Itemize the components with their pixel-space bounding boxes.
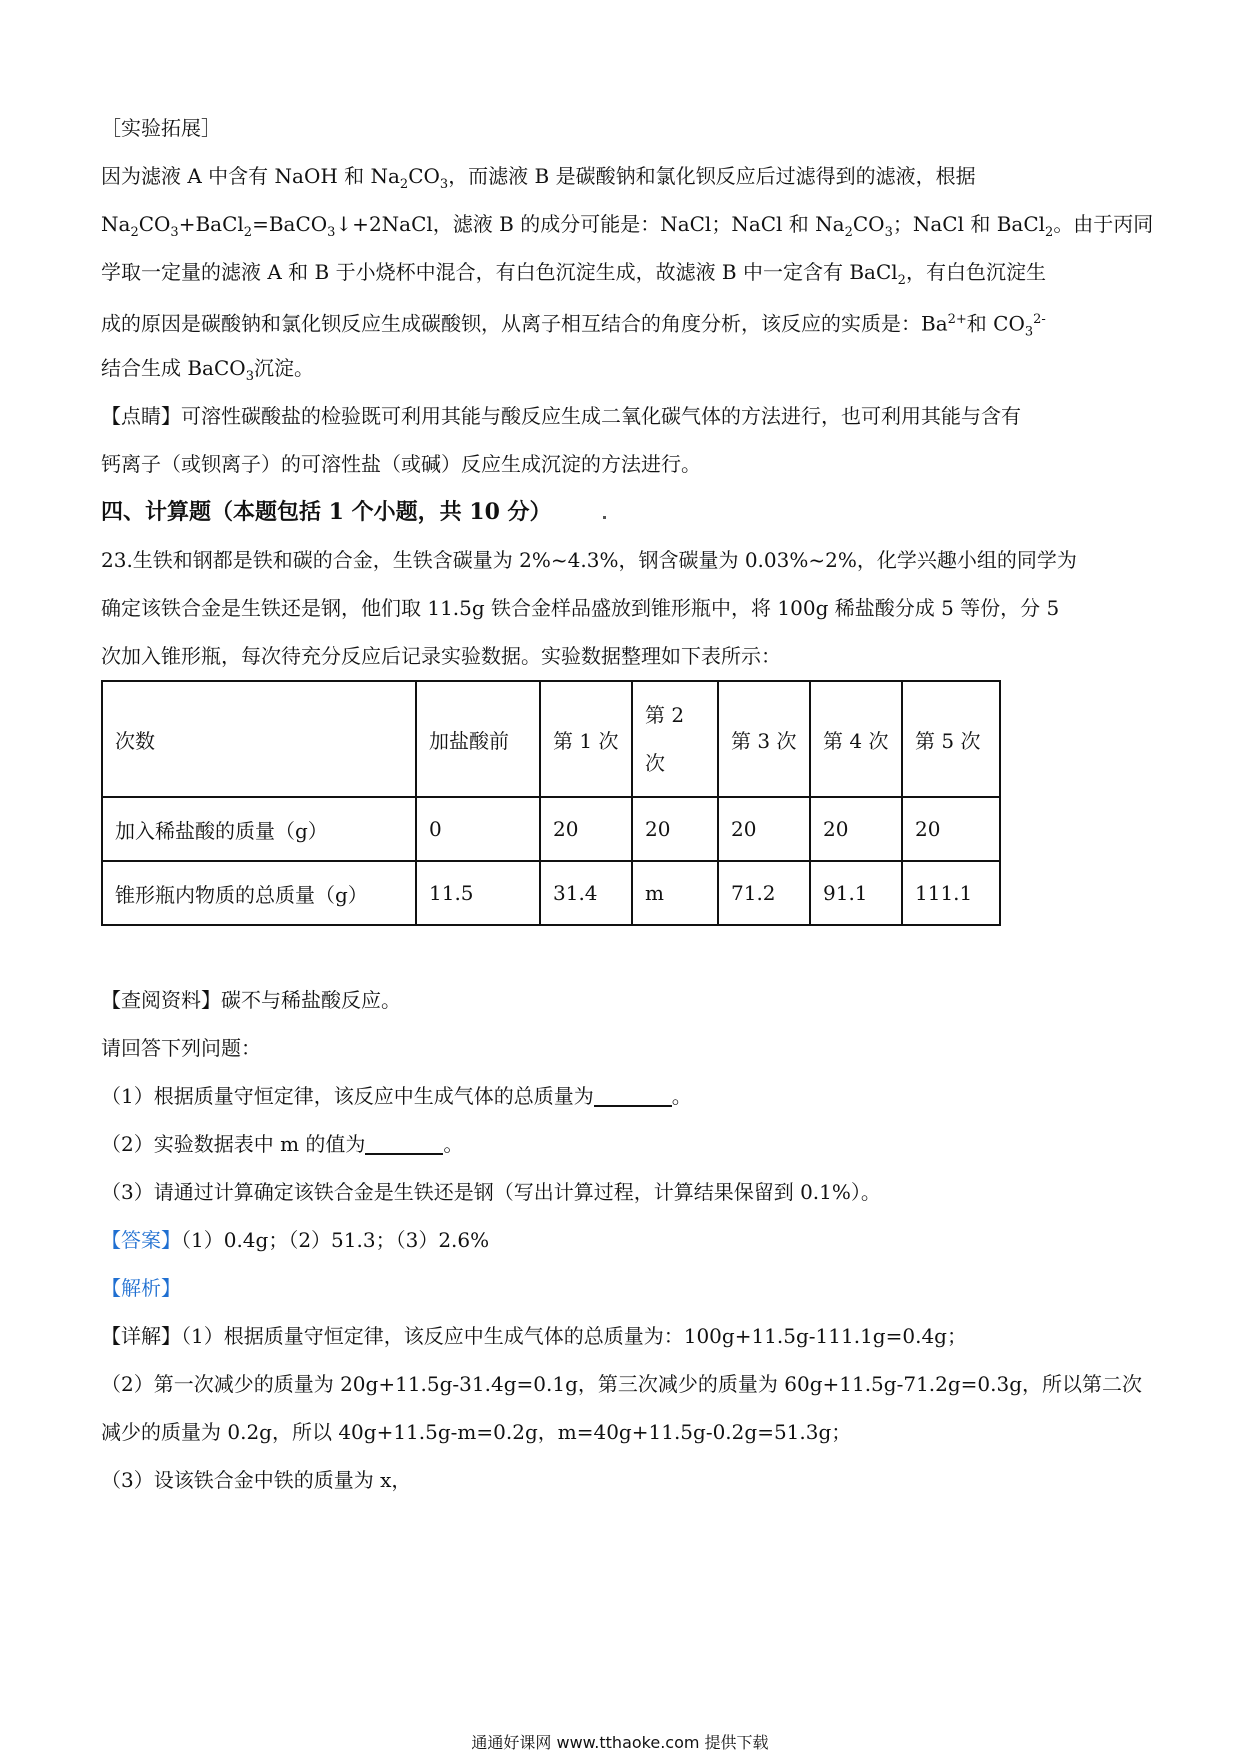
table-cell: 111.1	[902, 861, 1000, 925]
detail-line: （2）第一次减少的质量为 20g+11.5g-31.4g=0.1g，第三次减少的质量为 60g+11.5g-71.2g=0.3g，所以第二次	[101, 1372, 1143, 1396]
ask-line: 请回答下列问题：	[101, 1036, 261, 1060]
table-cell: 20	[632, 797, 718, 861]
para-line: 成的原因是碳酸钠和氯化钡反应生成碳酸钡，从离子相互结合的角度分析，该反应的实质是：$Ba^{2+}$和 $CO_3^{2-}$	[101, 311, 1046, 340]
document-body	[101, 104, 1154, 680]
detail-line: 减少的质量为 0.2g，所以 40g+11.5g-m=0.2g，m=40g+11.5g-0.2g=51.3g；	[101, 1420, 852, 1444]
detail-line: 【详解】（1）根据质量守恒定律，该反应中生成气体的总质量为：100g+11.5g-111.1g=0.4g；	[101, 1324, 967, 1348]
question-3: （3）请通过计算确定该铁合金是生铁还是钢（写出计算过程，计算结果保留到 0.1%）。	[101, 1180, 881, 1204]
question-line: 23.生铁和钢都是铁和碳的合金，生铁含碳量为 2%~4.3%，钢含碳量为 0.03%~2%，化学兴趣小组的同学为	[101, 548, 1077, 572]
table-cell: 加盐酸前	[416, 681, 540, 797]
table-cell: 20	[902, 797, 1000, 861]
table-cell: 0	[416, 797, 540, 861]
para-line: 结合生成 BaCO$_3$沉淀。	[101, 356, 314, 384]
answer-blank	[365, 1123, 443, 1155]
question-1: （1）根据质量守恒定律，该反应中生成气体的总质量为 。	[101, 1072, 1141, 1120]
table-cell: 31.4	[540, 861, 632, 925]
para-line: 学取一定量的滤液 A 和 B 于小烧杯中混合，有白色沉淀生成，故滤液 B 中一定含有 BaCl$_2$，有白色沉淀生	[101, 260, 1046, 288]
table-cell: 第 3 次	[718, 681, 810, 797]
table-cell: 锥形瓶内物质的总质量（g）	[102, 861, 416, 925]
table-header-row	[102, 681, 1000, 797]
table-cell: 20	[810, 797, 902, 861]
decorative-dot	[603, 516, 606, 519]
detail-line: （3）设该铁合金中铁的质量为 x，	[101, 1468, 412, 1492]
lower-section	[101, 976, 1141, 1504]
tip-line: 钙离子（或钡离子）的可溶性盐（或碱）反应生成沉淀的方法进行。	[101, 452, 701, 476]
table-cell: 次数	[102, 681, 416, 797]
table-cell: 20	[718, 797, 810, 861]
table-cell: 第 4 次	[810, 681, 902, 797]
table-cell: 71.2	[718, 861, 810, 925]
question-line: 确定该铁合金是生铁还是钢，他们取 11.5g 铁合金样品盛放到锥形瓶中，将 100g 稀盐酸分成 5 等份，分 5	[101, 596, 1060, 620]
table-cell: 91.1	[810, 861, 902, 925]
info-line: 【查阅资料】碳不与稀盐酸反应。	[101, 988, 401, 1012]
table-row	[102, 861, 1000, 925]
para-line: $Na_2CO_3+BaCl_2=BaCO_3↓+2NaCl$，滤液 B 的成分可能是：NaCl；NaCl 和 $Na_2CO_3$；NaCl 和 BaCl$_2$。由于丙同	[101, 212, 1154, 240]
section-label: ［实验拓展］	[101, 116, 221, 140]
table-cell: 第 1 次	[540, 681, 632, 797]
question-2: （2）实验数据表中 m 的值为 。	[101, 1120, 1141, 1168]
data-table	[101, 680, 1001, 926]
table-cell: 加入稀盐酸的质量（g）	[102, 797, 416, 861]
question-line: 次加入锥形瓶，每次待充分反应后记录实验数据。实验数据整理如下表所示：	[101, 644, 781, 668]
answer-line: 【答案】（1）0.4g；（2）51.3；（3）2.6%	[101, 1228, 490, 1252]
answer-blank	[594, 1075, 672, 1107]
table-cell: 20	[540, 797, 632, 861]
tip-line: 【点睛】可溶性碳酸盐的检验既可利用其能与酸反应生成二氧化碳气体的方法进行，也可利用其能与含有	[101, 404, 1021, 428]
table-cell: 第 5 次	[902, 681, 1000, 797]
table-row	[102, 797, 1000, 861]
analysis-label: 【解析】	[101, 1276, 181, 1300]
table-cell: 11.5	[416, 861, 540, 925]
para-line: 因为滤液 A 中含有 NaOH 和 $Na_2CO_3$，而滤液 B 是碳酸钠和氯化钡反应后过滤得到的滤液，根据	[101, 164, 976, 192]
page-footer: 通通好课网 www.tthaoke.com 提供下载	[471, 1733, 769, 1752]
table-cell: 第 2 次	[632, 681, 718, 797]
table-cell: m	[632, 861, 718, 925]
answer-label: 【答案】	[101, 1228, 181, 1252]
section-heading: 四、计算题（本题包括 1 个小题，共 10 分）	[101, 499, 552, 525]
